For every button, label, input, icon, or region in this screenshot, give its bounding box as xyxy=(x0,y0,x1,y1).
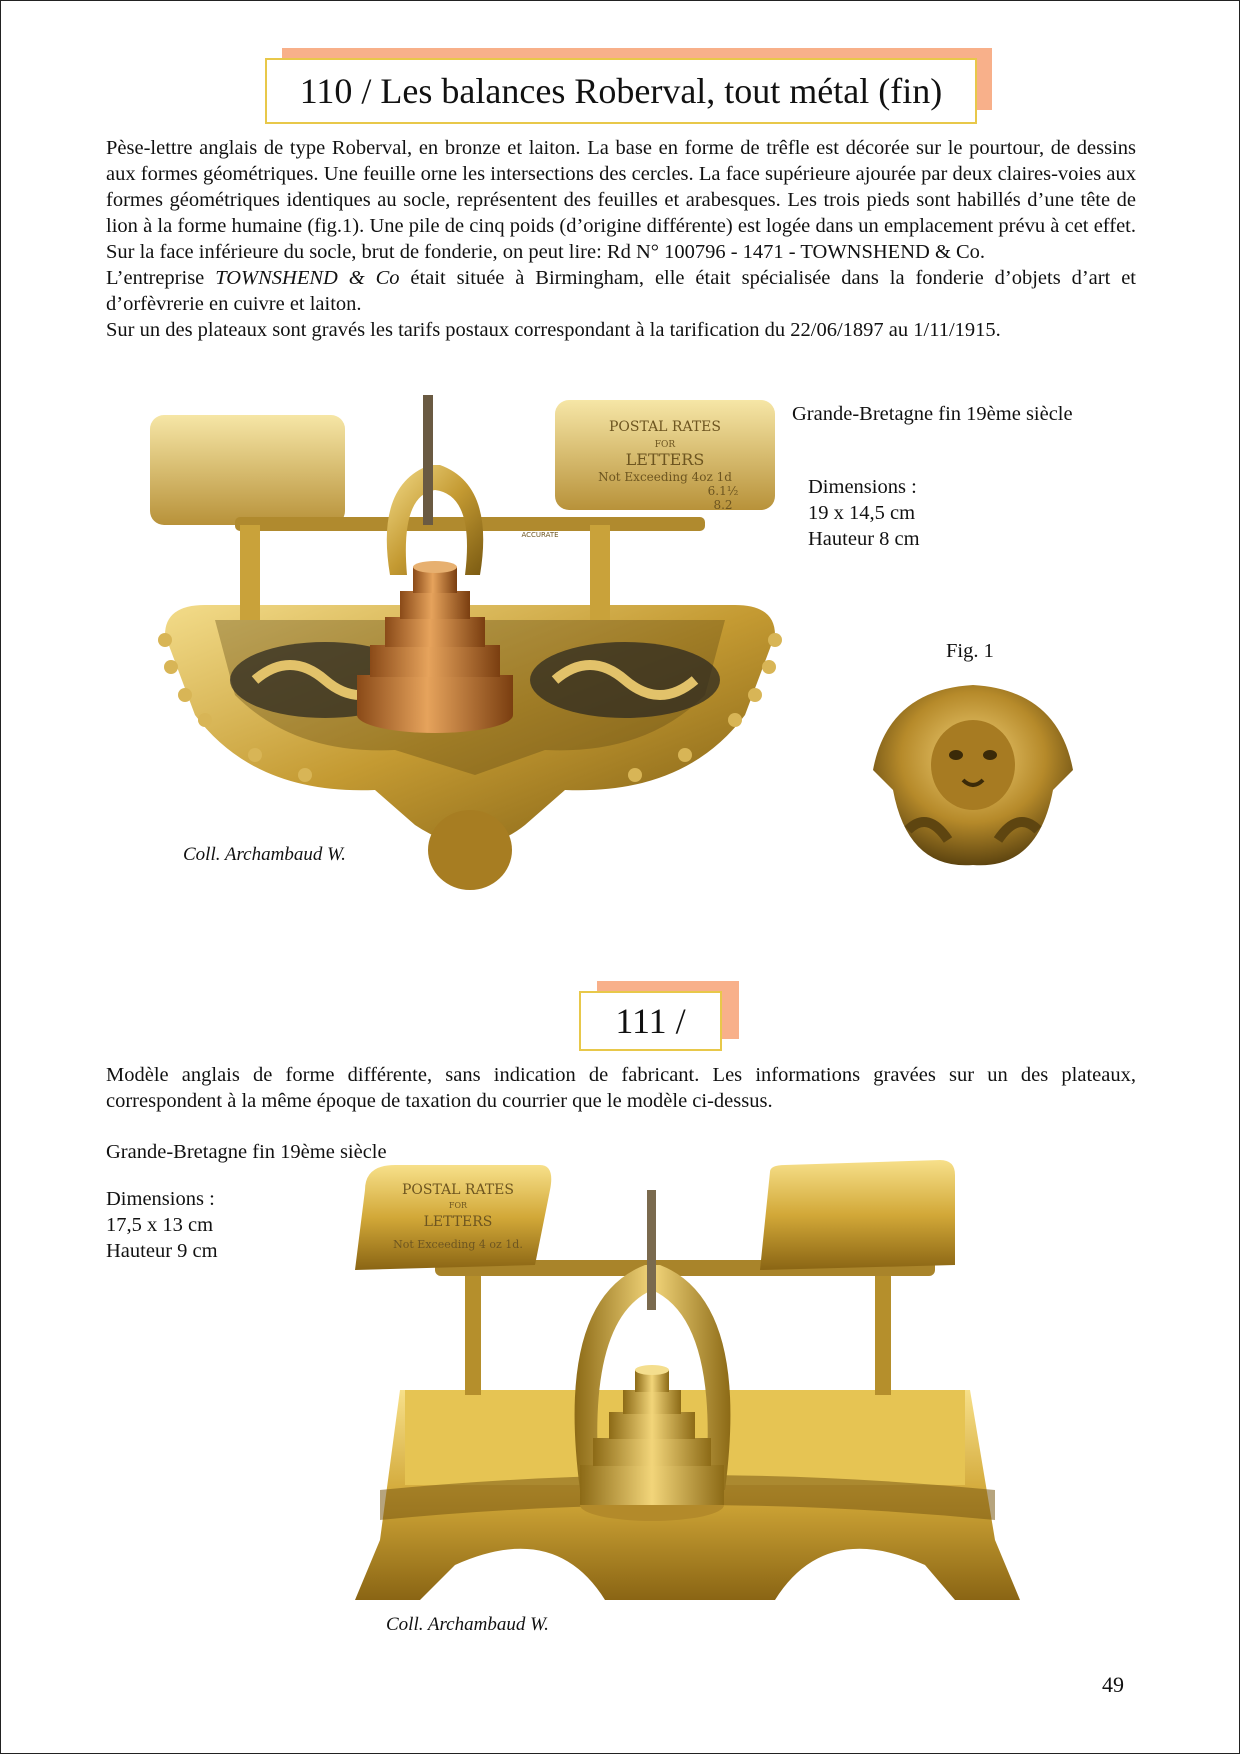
fig-1-label: Fig. 1 xyxy=(946,640,994,662)
section-111-origin: Grande-Bretagne fin 19ème siècle xyxy=(106,1141,387,1163)
scale-110-left-pan xyxy=(150,415,345,525)
scale-110-photo xyxy=(145,395,795,915)
heading-111: 111 / xyxy=(579,991,722,1051)
svg-text:FOR: FOR xyxy=(654,440,676,450)
section-111-dimensions-label: Dimensions : xyxy=(106,1188,215,1210)
section-111-dimensions-height: Hauteur 9 cm xyxy=(106,1240,218,1262)
page-number: 49 xyxy=(1102,1672,1124,1697)
section-110-dimensions-size: 19 x 14,5 cm xyxy=(808,502,916,524)
para-2-suffix: était située à Birmingham, elle était spécialisée dans la fonderie d’objets d’art et d’orfèvrerie en cuivre et laiton. xyxy=(106,267,1136,315)
section-111-collection: Coll. Archambaud W. xyxy=(386,1614,549,1635)
scale-111-photo xyxy=(355,1160,1020,1615)
scale-111-weights xyxy=(580,1365,724,1521)
svg-text:Not Exceeding 4oz 1d: Not Exceeding 4oz 1d xyxy=(598,470,732,484)
section-110-collection: Coll. Archambaud W. xyxy=(183,844,346,865)
svg-text:8.2: 8.2 xyxy=(713,498,733,512)
svg-text:Not Exceeding 4 oz 1d.: Not Exceeding 4 oz 1d. xyxy=(393,1238,523,1251)
section-110-para-3: Sur un des plateaux sont gravés les tarifs postaux correspondant à la tarification du 22/06/1897 au 1/11/1915. xyxy=(106,319,1001,341)
section-111-dimensions-size: 17,5 x 13 cm xyxy=(106,1214,214,1236)
svg-text:POSTAL RATES: POSTAL RATES xyxy=(402,1182,514,1198)
svg-text:LETTERS: LETTERS xyxy=(423,1214,493,1230)
svg-text:6.1½: 6.1½ xyxy=(707,484,739,498)
company-name: TOWNSHEND & Co xyxy=(215,267,400,289)
svg-text:ACCURATE: ACCURATE xyxy=(521,531,559,539)
section-110-para-2 xyxy=(106,265,1136,317)
section-111-description xyxy=(106,1062,1136,1114)
svg-text:LETTERS: LETTERS xyxy=(625,450,705,469)
section-110-dimensions-height: Hauteur 8 cm xyxy=(808,528,920,550)
scale-110-weights xyxy=(357,561,513,733)
scale-111-right-pan xyxy=(760,1160,955,1270)
section-110-origin: Grande-Bretagne fin 19ème siècle xyxy=(792,403,1073,425)
section-110-description xyxy=(106,135,1136,343)
section-111-para-1: Modèle anglais de forme différente, sans indication de fabricant. Les informations gravées sur un des plateaux, correspondent à la même époque de taxation du courrier que le modèle ci-dessus. xyxy=(106,1064,1136,1112)
svg-text:POSTAL RATES: POSTAL RATES xyxy=(609,419,721,435)
fig-1-lion-foot xyxy=(868,680,1078,870)
para-2-prefix: L’entreprise xyxy=(106,267,216,289)
heading-110: 110 / Les balances Roberval, tout métal (fin) xyxy=(265,58,977,124)
section-110-dimensions-label: Dimensions : xyxy=(808,476,917,498)
svg-text:FOR: FOR xyxy=(448,1201,468,1210)
section-110-para-1: Pèse-lettre anglais de type Roberval, en bronze et laiton. La base en forme de trêfle est décorée sur le pourtour, de dessins aux formes géométriques. Une feuille orne les intersections des cercles. La face supérieure ajourée par deux claires-voies aux formes géométriques identiques au socle, représentent des feuilles et arabesques. Les trois pieds sont habillés d’une tête de lion à la forme humaine (fig.1). Une pile de cinq poids (d’origine différente) est logée dans un emplacement prévu à cet effet. Sur la face inférieure du socle, brut de fonderie, on peut lire: Rd N° 100796 - 1471 - TOWNSHEND & Co. xyxy=(106,137,1136,263)
